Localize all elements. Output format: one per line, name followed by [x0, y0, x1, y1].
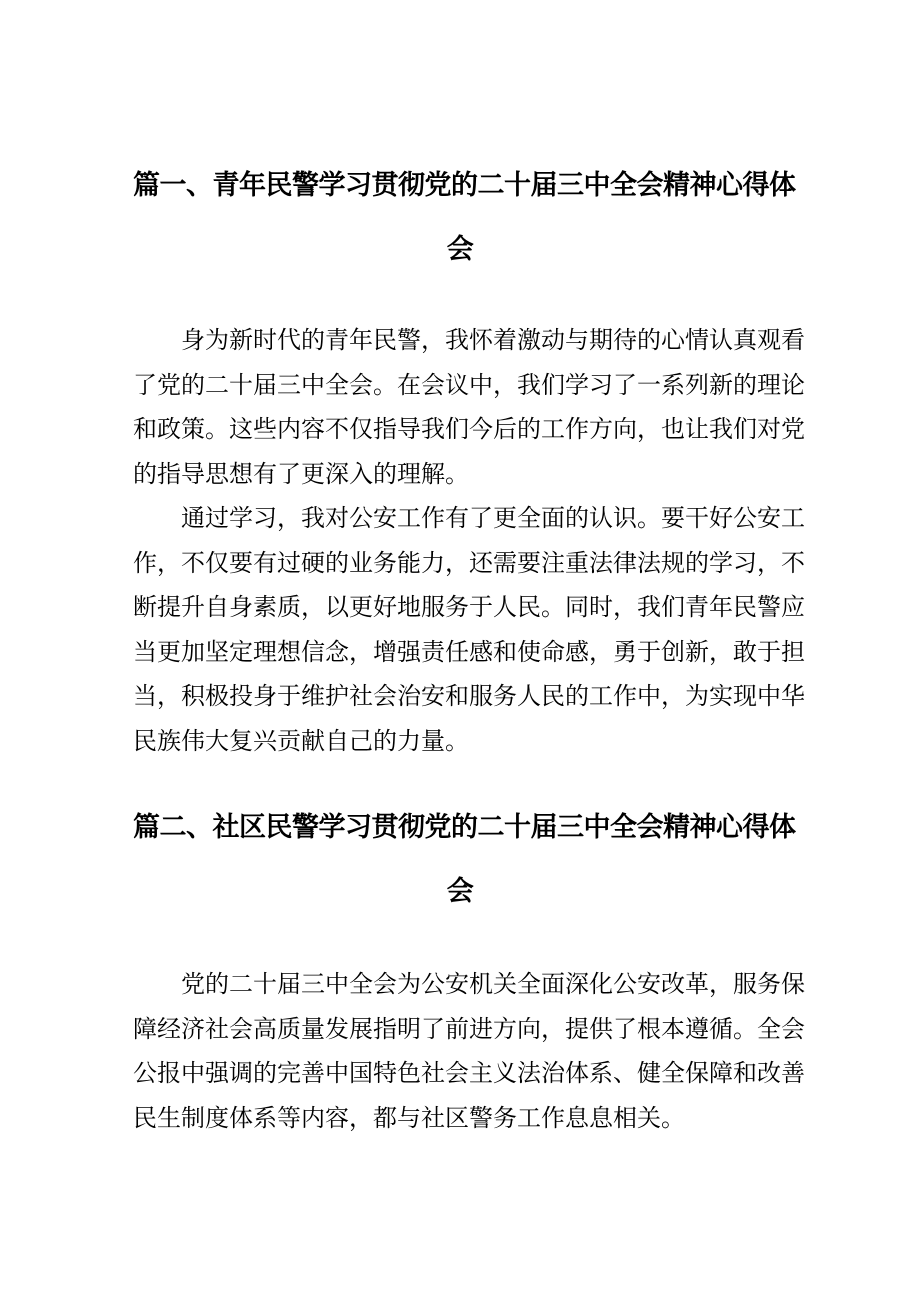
paragraph-line: 民族伟大复兴贡献自己的力量。: [133, 726, 469, 755]
paragraph-line: 作，不仅要有过硬的业务能力，还需要注重法律法规的学习，不: [133, 548, 805, 577]
paragraph-line: 通过学习，我对公安工作有了更全面的认识。要干好公安工: [181, 504, 805, 532]
paragraph-line: 的指导思想有了更深入的理解。: [133, 459, 469, 488]
article2-heading-line1: 篇二、社区民警学习贯彻党的二十届三中全会精神心得体: [133, 812, 796, 843]
paragraph-line: 党的二十届三中全会为公安机关全面深化公安改革，服务保: [181, 970, 805, 998]
article1-heading-line1: 篇一、青年民警学习贯彻党的二十届三中全会精神心得体: [133, 170, 796, 201]
paragraph-line: 断提升自身素质，以更好地服务于人民。同时，我们青年民警应: [133, 593, 805, 621]
article1-paragraph-2: [133, 496, 805, 763]
paragraph-line: 和政策。这些内容不仅指导我们今后的工作方向，也让我们对党: [133, 415, 805, 443]
paragraph-line: 障经济社会高质量发展指明了前进方向，提供了根本遵循。全会: [133, 1014, 805, 1043]
article1-paragraph-1: [133, 318, 805, 496]
paragraph-line: 公报中强调的完善中国特色社会主义法治体系、健全保障和改善: [133, 1059, 805, 1087]
article1-heading-line2: 会: [446, 234, 474, 265]
article2-heading-line2: 会: [446, 876, 474, 907]
paragraph-line: 民生制度体系等内容，都与社区警务工作息息相关。: [133, 1103, 685, 1132]
article1-heading: [133, 154, 796, 282]
paragraph-line: 当，积极投身于维护社会治安和服务人民的工作中，为实现中华: [133, 682, 805, 710]
article2-paragraph-1: [133, 962, 805, 1140]
paragraph-line: 当更加坚定理想信念，增强责任感和使命感，勇于创新，敢于担: [133, 637, 805, 666]
article2-heading: [133, 796, 796, 924]
paragraph-line: 了党的二十届三中全会。在会议中，我们学习了一系列新的理论: [133, 370, 805, 399]
paragraph-line: 身为新时代的青年民警，我怀着激动与期待的心情认真观看: [181, 326, 805, 354]
